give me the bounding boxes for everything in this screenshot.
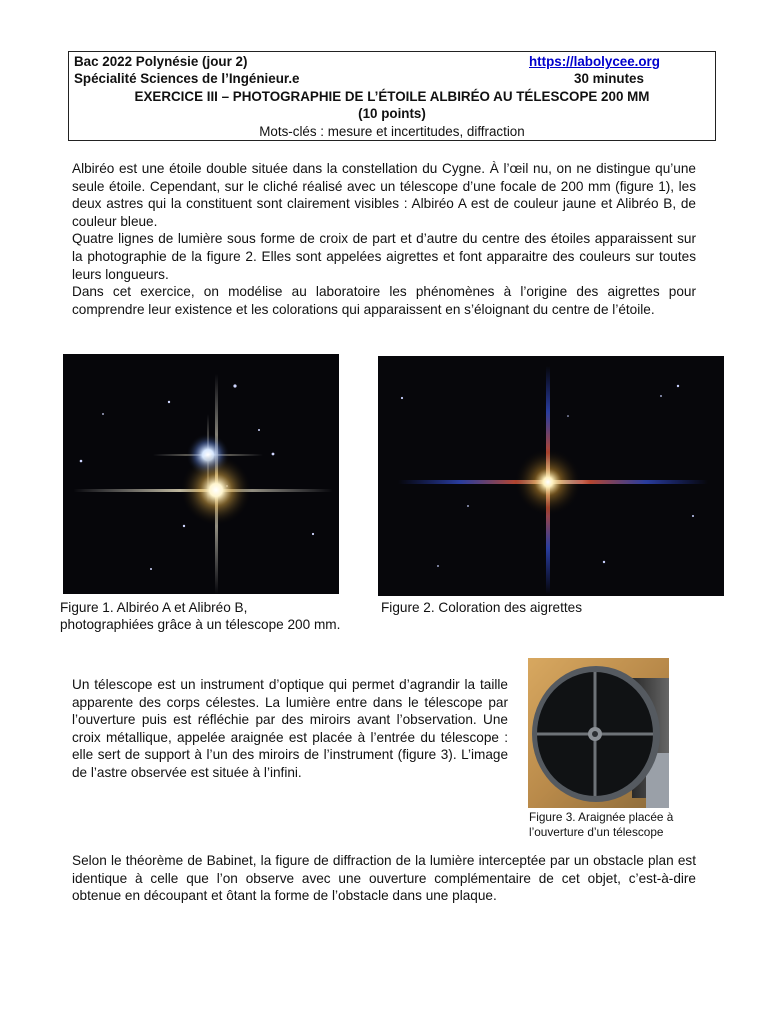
intro-text	[72, 160, 696, 318]
intro-paragraph-2: Quatre lignes de lumière sous forme de croix de part et d’autre du centre des étoiles apparaissent sur la photographie de la figure 2. Elles sont appelées aigrettes et font apparaitre des couleurs sur toutes leurs longueurs.	[72, 231, 696, 282]
babinet-text	[72, 852, 696, 905]
telescope-paragraph: Un télescope est un instrument d’optique qui permet d’agrandir la taille apparente des corps célestes. La lumière entre dans le télescope par l’ouverture puis est réfléchie par des miroirs avant l’observation. Une croix métallique, appelée araignée est placée à l’entrée du télescope : elle sert de support à l’un des miroirs de l’instrument (figure 3). L’image de l’astre observée est située à l’infini.	[72, 677, 508, 780]
intro-paragraph-3: Dans cet exercice, on modélise au laboratoire les phénomènes à l’origine des aigrettes pour comprendre leur existence et les colorations qui apparaissent en s’éloignant du centre de l’étoile.	[72, 284, 696, 317]
babinet-paragraph: Selon le théorème de Babinet, la figure de diffraction de la lumière interceptée par un obstacle plan est identique à celle que l’on observe avec une ouverture complémentaire de cet objet, c’est-à-dire obtenue en découpant et ôtant la forme de l’obstacle dans une plaque.	[72, 853, 696, 904]
source-link[interactable]: https://labolycee.org	[529, 54, 660, 69]
exercise-keywords: Mots-clés : mesure et incertitudes, diffraction	[259, 124, 525, 139]
intro-paragraph-1: Albiréo est une étoile double située dans la constellation du Cygne. À l’œil nu, on ne distingue qu’une seule étoile. Cependant, sur le cliché réalisé avec un télescope d’une focale de 200 mm (figure 1), les deux astres qui la constituent sont clairement visibles : Albiréo A est de couleur jaune et Alibréo B, de couleur bleue.	[72, 161, 696, 229]
exam-duration: 30 minutes	[574, 71, 644, 86]
exercise-title: EXERCICE III – PHOTOGRAPHIE DE L’ÉTOILE ALBIRÉO AU TÉLESCOPE 200 MM	[134, 89, 650, 104]
exam-session: Bac 2022 Polynésie (jour 2)	[74, 54, 248, 69]
figure-3-caption-line-2: l’ouverture d’un télescope	[529, 824, 664, 839]
exercise-header-box	[68, 51, 716, 141]
figure-3-caption-line-1: Figure 3. Araignée placée à	[529, 810, 674, 824]
figure-1-photo	[63, 354, 339, 594]
figure-3-photo	[528, 658, 669, 808]
figure-1-caption-line-1: Figure 1. Albiréo A et Alibréo B,	[60, 600, 248, 615]
figure-1-caption-line-2: photographiées grâce à un télescope 200 mm.	[60, 617, 341, 632]
exercise-points: (10 points)	[358, 106, 426, 121]
telescope-text	[72, 676, 508, 782]
exam-specialty: Spécialité Sciences de l’Ingénieur.e	[74, 71, 300, 86]
figure-2-photo	[378, 356, 724, 596]
figure-2-caption: Figure 2. Coloration des aigrettes	[381, 600, 582, 615]
figure-3-caption	[529, 810, 709, 839]
